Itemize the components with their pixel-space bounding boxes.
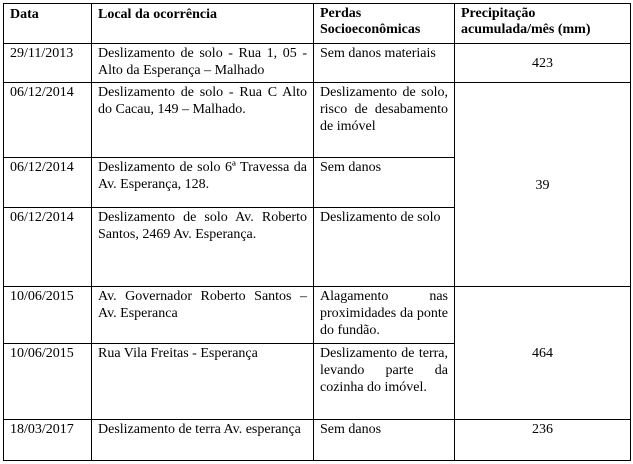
cell-local: Deslizamento de solo - Rua 1, 05 - Alto da Esperança – Malhado — [92, 44, 314, 83]
cell-local: Deslizamento de terra Av. esperança — [92, 420, 314, 461]
table-row — [4, 420, 631, 461]
header-perdas: Perdas Socioeconômicas — [314, 4, 455, 44]
cell-perdas: Deslizamento de terra, levando parte da cozinha do imóvel. — [314, 344, 455, 420]
cell-data: 10/06/2015 — [4, 287, 92, 344]
occurrences-table — [3, 3, 631, 461]
cell-data: 06/12/2014 — [4, 83, 92, 158]
cell-precipitacao: 423 — [455, 44, 631, 83]
cell-local: Deslizamento de solo - Rua C Alto do Cacau, 149 – Malhado. — [92, 83, 314, 158]
header-data: Data — [4, 4, 92, 44]
cell-data: 10/06/2015 — [4, 344, 92, 420]
cell-local: Rua Vila Freitas - Esperança — [92, 344, 314, 420]
table-row — [4, 287, 631, 344]
header-local: Local da ocorrência — [92, 4, 314, 44]
cell-precipitacao: 464 — [455, 287, 631, 420]
cell-perdas: Deslizamento de solo — [314, 208, 455, 287]
cell-precipitacao: 236 — [455, 420, 631, 461]
cell-perdas: Sem danos — [314, 158, 455, 208]
header-precipitacao: Precipitação acumulada/mês (mm) — [455, 4, 631, 44]
cell-local: Deslizamento de solo Av. Roberto Santos, 2469 Av. Esperança. — [92, 208, 314, 287]
cell-perdas: Alagamento nas proximidades da ponte do fundão. — [314, 287, 455, 344]
cell-local: Av. Governador Roberto Santos – Av. Esperanca — [92, 287, 314, 344]
cell-data: 06/12/2014 — [4, 158, 92, 208]
cell-data: 06/12/2014 — [4, 208, 92, 287]
cell-perdas: Deslizamento de solo, risco de desabamento de imóvel — [314, 83, 455, 158]
cell-local: Deslizamento de solo 6ª Travessa da Av. Esperança, 128. — [92, 158, 314, 208]
cell-data: 18/03/2017 — [4, 420, 92, 461]
header-row — [4, 4, 631, 44]
cell-precipitacao: 39 — [455, 83, 631, 287]
cell-perdas: Sem danos — [314, 420, 455, 461]
cell-data: 29/11/2013 — [4, 44, 92, 83]
table-row — [4, 83, 631, 158]
cell-perdas: Sem danos materiais — [314, 44, 455, 83]
table-row — [4, 44, 631, 83]
